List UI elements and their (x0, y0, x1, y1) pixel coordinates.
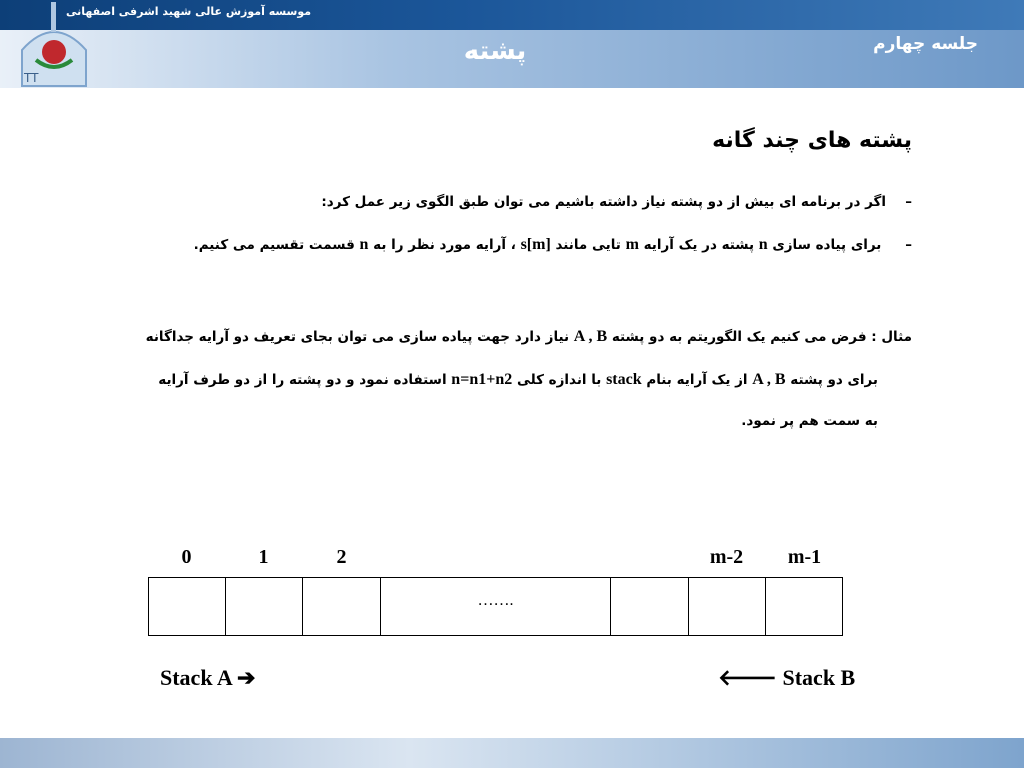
array-cell (149, 578, 226, 635)
array-cell (226, 578, 303, 635)
example-text: با اندازه کلی (516, 372, 602, 388)
bullet-2 (194, 236, 912, 254)
bullet-2-text-4: ، آرایه مورد نظر را به (373, 237, 516, 253)
example-text: برای دو پشته (790, 372, 878, 388)
array-cell (689, 578, 766, 635)
bullet-2-m: m (625, 236, 639, 253)
stack-a-label (160, 665, 255, 691)
example-stacks-ab: A , B (573, 328, 608, 345)
array-index-1: 1 (258, 546, 269, 568)
bullet-2-n: n (758, 236, 768, 253)
example-text: نیاز دارد جهت پیاده سازی می توان بجای تعریف دو آرایه جداگانه (145, 329, 570, 345)
bullet-2-sm: s[m] (520, 236, 551, 253)
bullet-2-text-3: تایی مانند (555, 237, 621, 253)
array-index-m-2: m-2 (709, 546, 744, 568)
array-index-0: 0 (181, 546, 192, 568)
bullet-2-n2: n (359, 236, 369, 253)
array-cell (303, 578, 381, 635)
stack-b-text: Stack B (782, 665, 856, 690)
example-size-formula: n=n1+n2 (451, 371, 513, 388)
array-cell (766, 578, 841, 635)
institution-name: موسسه آموزش عالی شهید اشرفی اصفهانی (66, 5, 312, 18)
bullet-dash: – (905, 237, 912, 253)
example-line-3: به سمت هم پر نمود. (741, 413, 878, 429)
bullet-2-text-5: قسمت تقسیم می کنیم. (193, 237, 355, 253)
arrow-right-icon: ➔ (237, 665, 256, 690)
array-index-2: 2 (336, 546, 347, 568)
session-label: جلسه چهارم (873, 34, 978, 54)
svg-text:TT: TT (24, 71, 39, 85)
bullet-2-text-1: برای پیاده سازی (772, 237, 882, 253)
stack-a-text: Stack A (160, 665, 232, 690)
bullet-1 (321, 194, 912, 210)
array-cells (148, 577, 843, 636)
example-stack-name: stack (606, 371, 642, 388)
bullet-2-text-2: پشته در یک آرایه (643, 237, 755, 253)
array-cell-ellipsis: ……. (381, 578, 611, 635)
stack-b-label (718, 665, 855, 691)
array-cell (611, 578, 689, 635)
example-stacks-ab: A , B (752, 371, 786, 388)
example-line-2 (158, 371, 878, 389)
example-line-1 (146, 328, 912, 346)
footer-band (0, 738, 1024, 768)
example-text: مثال : فرض می کنیم یک الگوریتم به دو پشته (611, 329, 912, 345)
page-title: پشته (463, 36, 527, 66)
arrow-left-icon: 🡐 (718, 665, 777, 690)
example-text: استفاده نمود و دو پشته را از دو طرف آرایه (158, 372, 447, 388)
bullet-dash: – (905, 194, 912, 210)
bullet-1-text: اگر در برنامه ای بیش از دو پشته نیاز داشته باشیم می توان طبق الگوی زیر عمل کرد: (321, 194, 886, 210)
example-text: از یک آرایه بنام (646, 372, 748, 388)
array-index-m-1: m-1 (787, 546, 822, 568)
section-heading: پشته های چند گانه (712, 128, 912, 153)
